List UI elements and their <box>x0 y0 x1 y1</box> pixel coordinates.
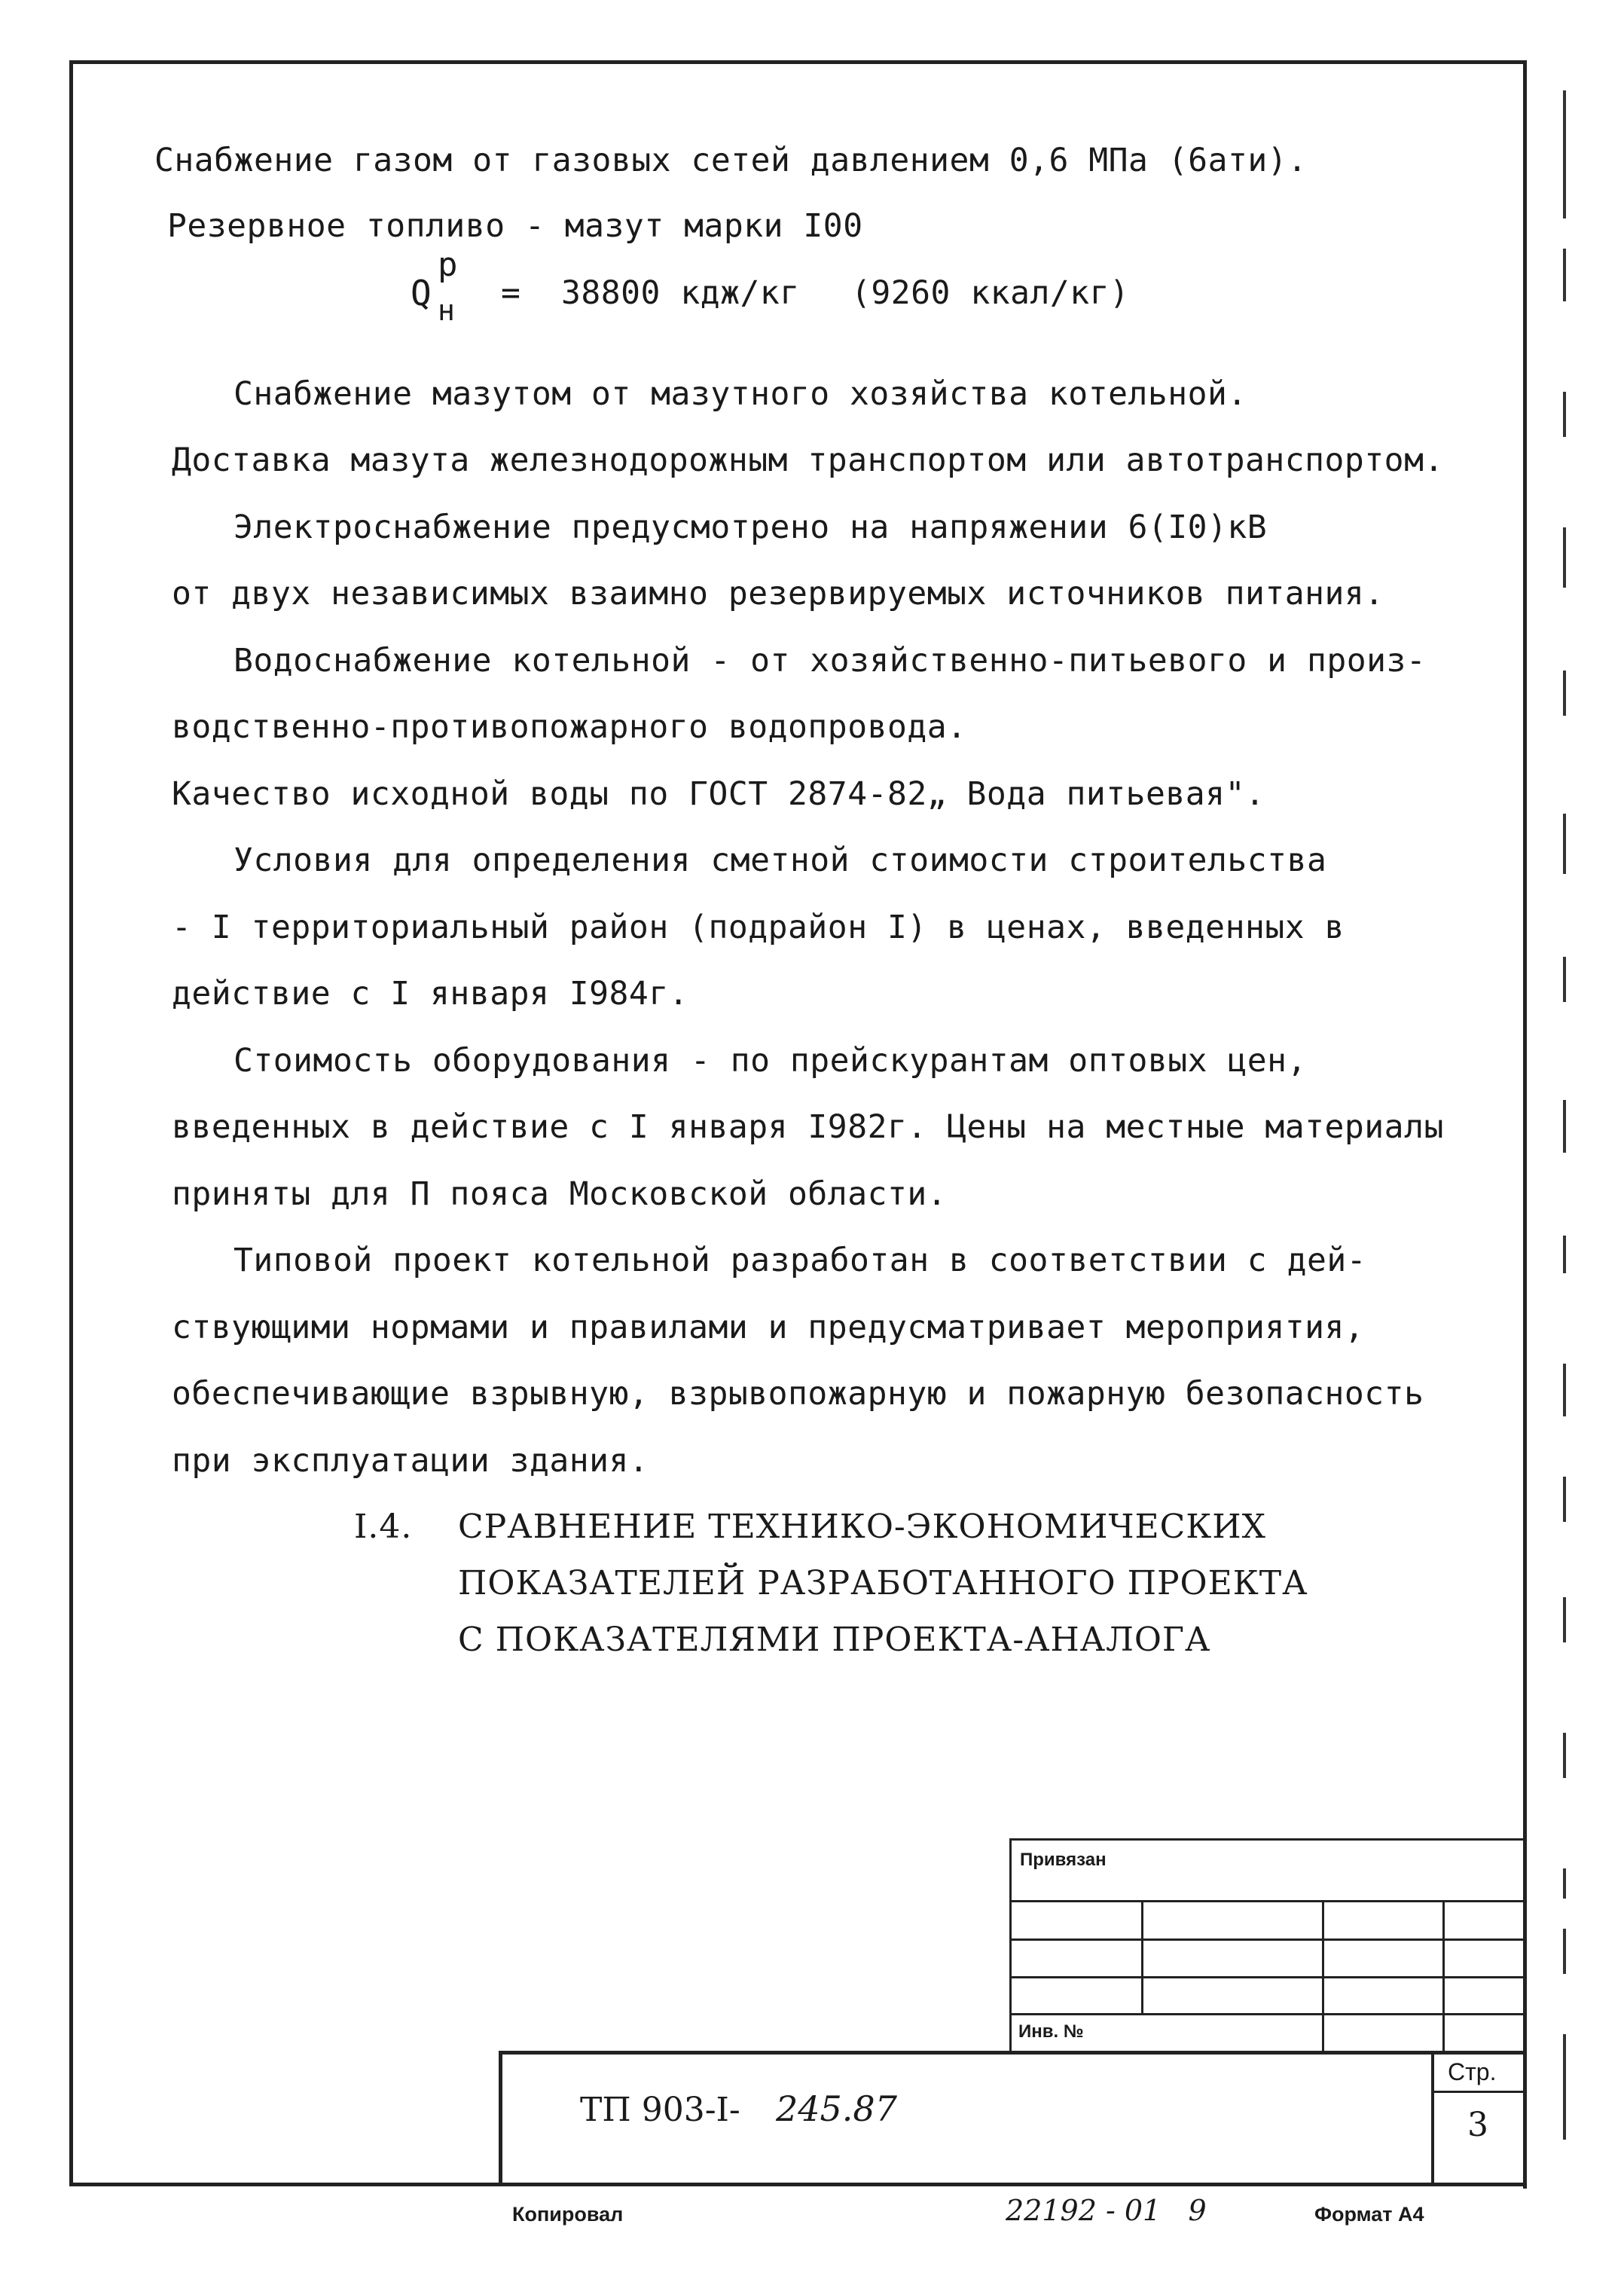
document-code: ТП 903-I- <box>580 2091 740 2129</box>
page-frame-right <box>1523 60 1527 2189</box>
formula-equals: = <box>501 274 521 312</box>
paragraph-equipment-cost-cont: введенных в действие с I января I982г. Цены на местные материалы <box>172 1108 1444 1146</box>
edge-mark <box>1563 249 1566 301</box>
paragraph-equipment-cost: Стоимость оборудования - по прейскурантам оптовых цен, <box>234 1042 1307 1080</box>
paragraph-reserve-fuel: Резервное топливо - мазут марки I00 <box>167 207 863 245</box>
section-number: I.4. <box>354 1508 413 1546</box>
edge-mark <box>1563 1364 1566 1416</box>
heat-value-formula <box>411 246 1164 331</box>
paragraph-standards-cont2: обеспечивающие взрывную, взрывопожарную и пожарную безопасность <box>172 1375 1424 1413</box>
paragraph-cost-conditions: Условия для определения сметной стоимости строительства <box>234 842 1327 879</box>
page-label: Стр. <box>1448 2058 1497 2085</box>
edge-mark <box>1563 1929 1566 1974</box>
section-heading-line2: ПОКАЗАТЕЛЕЙ РАЗРАБОТАННОГО ПРОЕКТА <box>458 1564 1308 1602</box>
edge-mark <box>1563 1868 1566 1899</box>
edge-mark <box>1563 527 1566 588</box>
footer-handwritten-number: 22192 - 01 9 <box>1006 2194 1207 2227</box>
footer-copied-by: Копировал <box>512 2203 624 2226</box>
paragraph-standards-cont: ствующими нормами и правилами и предусматривает мероприятия, <box>172 1309 1365 1346</box>
edge-mark <box>1563 671 1566 716</box>
page-number: 3 <box>1467 2106 1488 2144</box>
paragraph-standards-end: при эксплуатации здания. <box>172 1442 649 1480</box>
document-code-handwritten: 245.87 <box>776 2088 897 2129</box>
edge-mark <box>1563 1236 1566 1273</box>
paragraph-water-supply-cont: водственно-противопожарного водопровода. <box>172 708 967 746</box>
edge-mark <box>1563 90 1566 218</box>
formula-value: 38800 кдж/кг <box>561 274 800 312</box>
paragraph-power-supply: Электроснабжение предусмотрено на напряжении 6(I0)кВ <box>234 509 1268 546</box>
paragraph-water-supply: Водоснабжение котельной - от хозяйственно-питьевого и произ- <box>234 642 1427 680</box>
formula-superscript: р <box>438 246 458 284</box>
paragraph-water-quality: Качество исходной воды по ГОСТ 2874-82„ Вода питьевая". <box>172 775 1265 813</box>
edge-mark <box>1563 1100 1566 1153</box>
paragraph-fuel-oil-supply: Снабжение мазутом от мазутного хозяйства котельной. <box>234 375 1247 413</box>
paragraph-power-supply-cont: от двух независимых взаимно резервируемых источников питания. <box>172 575 1384 613</box>
paragraph-cost-conditions-cont: - I территориальный район (подрайон I) в ценах, введенных в <box>172 909 1345 946</box>
paragraph-gas-supply: Снабжение газом от газовых сетей давлением 0,6 МПа (6ати). <box>154 142 1308 179</box>
edge-mark <box>1563 1733 1566 1778</box>
paragraph-equipment-cost-end: приняты для П пояса Московской области. <box>172 1175 948 1213</box>
paragraph-cost-conditions-end: действие с I января I984г. <box>172 975 689 1013</box>
edge-mark <box>1563 814 1566 874</box>
inventory-number-label: Инв. № <box>1018 2021 1084 2042</box>
formula-alt-value: (9260 ккал/кг) <box>851 274 1130 312</box>
edge-mark <box>1563 1477 1566 1522</box>
bound-label: Привязан <box>1020 1850 1107 1870</box>
edge-mark <box>1563 957 1566 1002</box>
section-heading-line1: СРАВНЕНИЕ ТЕХНИКО-ЭКОНОМИЧЕСКИХ <box>458 1508 1266 1546</box>
section-heading-line3: С ПОКАЗАТЕЛЯМИ ПРОЕКТА-АНАЛОГА <box>458 1621 1211 1659</box>
paragraph-fuel-oil-delivery: Доставка мазута железнодорожным транспортом или автотранспортом. <box>172 441 1444 479</box>
edge-mark <box>1563 392 1566 437</box>
edge-mark <box>1563 2034 1566 2140</box>
formula-symbol: Q <box>411 273 432 313</box>
formula-subscript: н <box>438 294 456 327</box>
edge-mark <box>1563 1597 1566 1642</box>
footer-format: Формат А4 <box>1314 2203 1424 2226</box>
paragraph-standards: Типовой проект котельной разработан в соответствии с дей- <box>234 1242 1367 1279</box>
